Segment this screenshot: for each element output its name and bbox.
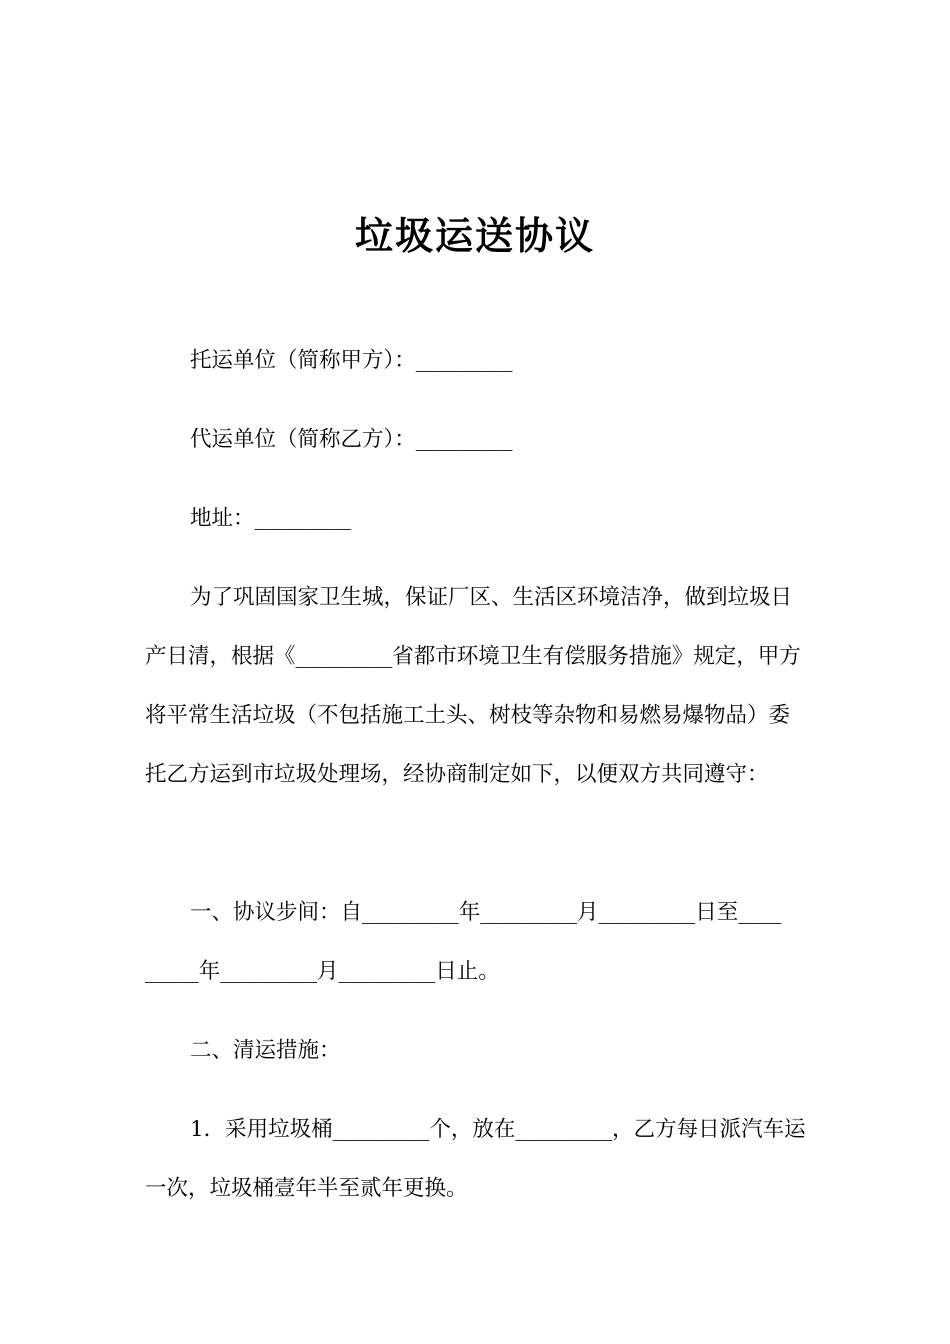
party-b-text: 代运单位（简称乙方）：_________	[190, 427, 513, 452]
party-a-text: 托运单位（简称甲方）：_________	[190, 348, 513, 373]
section2-heading	[145, 1021, 807, 1080]
preamble-paragraph: 为了巩固国家卫生城，保证厂区、生活区环境洁净，做到垃圾日产日清，根据《_________省都市环境卫生有偿服务措施》规定，甲方将平常生活垃圾（不包括施工土头、树枝等杂物和易燃易爆物品）委托乙方运到市垃圾处理场，经协商制定如下，以便双方共同遵守：	[145, 585, 801, 787]
section1-line2	[145, 942, 807, 1001]
item1-paragraph: 1．采用垃圾桶_________个，放在_________，乙方每日派汽车运一次，垃圾桶壹年半至贰年更换。	[145, 1117, 806, 1201]
address-line	[145, 489, 807, 548]
address-text: 地址：_________	[190, 506, 352, 531]
party-a-line	[145, 331, 807, 390]
section1-line1	[145, 883, 807, 942]
party-b-line	[145, 410, 807, 469]
section1-line2-text: _____年_________月_________日止。	[145, 959, 500, 984]
section1-line1-text: 一、协议步间：自_________年_________月_________日至____	[190, 900, 782, 925]
section2-heading-text: 二、清运措施：	[190, 1038, 341, 1063]
document-title: 垃圾运送协议	[354, 214, 595, 258]
